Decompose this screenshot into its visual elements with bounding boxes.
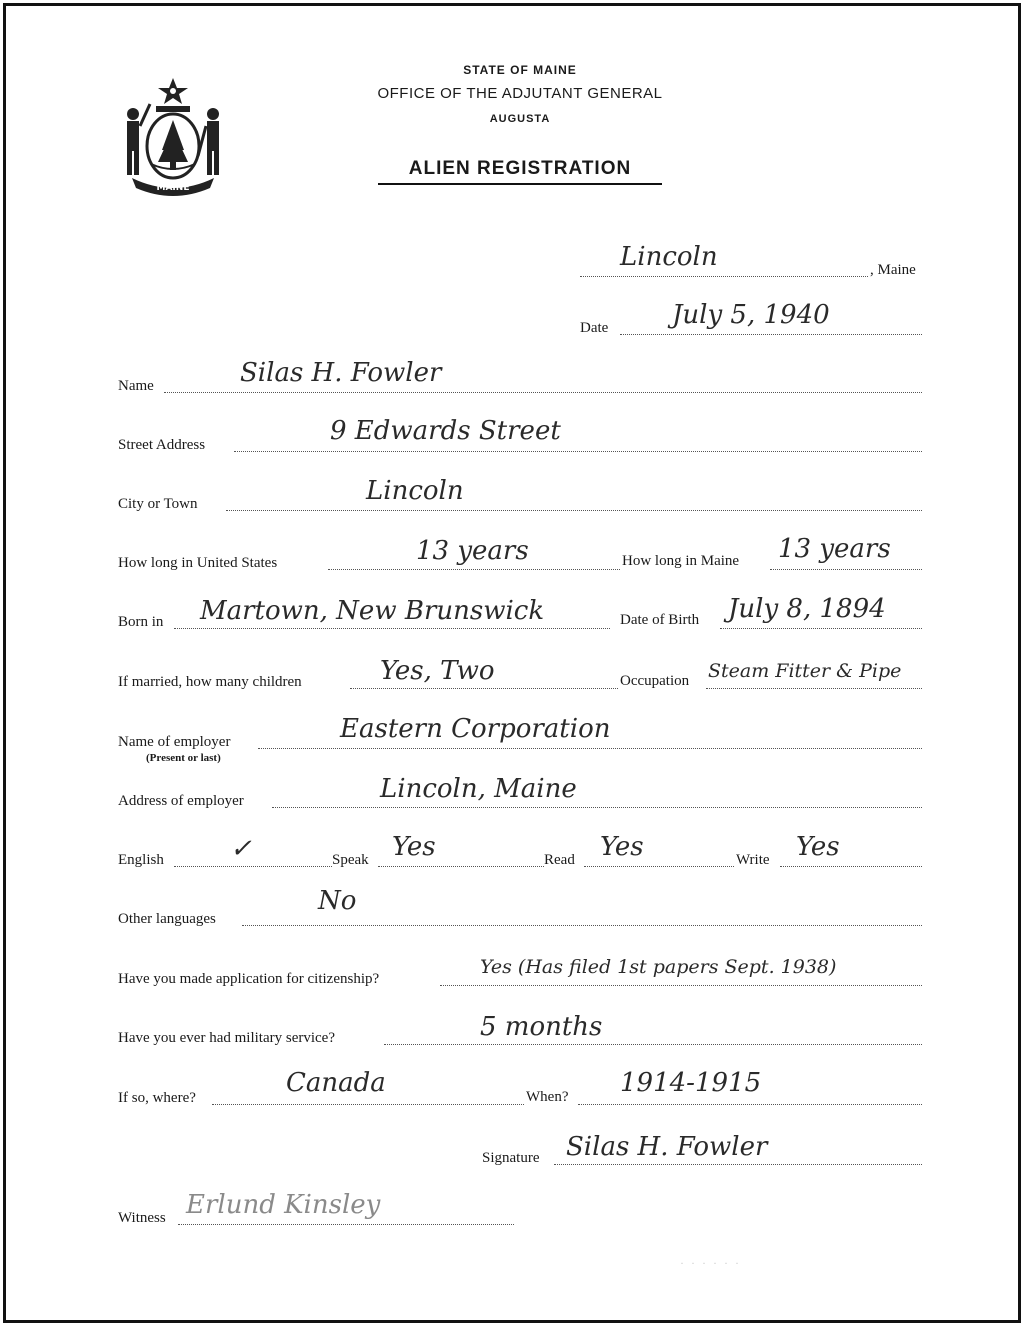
date-value: July 5, 1940 <box>672 300 830 330</box>
how-long-us-line <box>328 569 620 570</box>
speak-value: Yes <box>392 832 436 862</box>
employer-label: Name of employer <box>118 734 231 750</box>
english-value: ✓ <box>230 834 252 864</box>
form-title: ALIEN REGISTRATION <box>408 158 632 179</box>
born-in-label: Born in <box>118 614 164 630</box>
office-heading: OFFICE OF THE ADJUTANT GENERAL <box>377 85 663 102</box>
place-line <box>580 276 868 277</box>
city-value: Lincoln <box>366 476 464 506</box>
read-line <box>584 866 734 867</box>
other-languages-line <box>242 925 922 926</box>
witness-label: Witness <box>118 1210 166 1226</box>
place-value: Lincoln <box>620 242 718 272</box>
read-label: Read <box>544 852 575 868</box>
name-value: Silas H. Fowler <box>240 358 442 388</box>
when-label: When? <box>526 1089 569 1105</box>
street-label: Street Address <box>118 437 206 453</box>
employer-value: Eastern Corporation <box>340 714 611 744</box>
read-value: Yes <box>600 832 644 862</box>
how-long-us-label: How long in United States <box>118 555 278 571</box>
dob-value: July 8, 1894 <box>728 594 886 624</box>
when-value: 1914-1915 <box>620 1068 762 1098</box>
name-label: Name <box>118 378 154 394</box>
born-in-value: Martown, New Brunswick <box>200 596 545 626</box>
place-suffix: , Maine <box>870 262 916 278</box>
witness-line <box>178 1224 514 1225</box>
state-heading: STATE OF MAINE <box>463 63 577 77</box>
write-line <box>780 866 922 867</box>
married-label: If married, how many children <box>118 674 302 690</box>
dob-line <box>720 628 922 629</box>
english-line <box>174 866 332 867</box>
citizenship-value: Yes (Has filed 1st papers Sept. 1938) <box>480 956 837 978</box>
dob-label: Date of Birth <box>620 612 700 628</box>
military-line <box>384 1044 922 1045</box>
how-long-maine-label: How long in Maine <box>622 553 740 569</box>
signature-value: Silas H. Fowler <box>566 1132 768 1162</box>
city-heading: AUGUSTA <box>489 113 551 125</box>
street-line <box>234 451 922 452</box>
employer-sublabel: (Present or last) <box>146 752 221 764</box>
speak-line <box>378 866 544 867</box>
where-value: Canada <box>286 1068 386 1098</box>
write-value: Yes <box>796 832 840 862</box>
how-long-us-value: 13 years <box>416 536 529 566</box>
occupation-value: Steam Fitter & Pipe <box>708 660 902 682</box>
write-label: Write <box>736 852 770 868</box>
state-seal-icon <box>118 74 228 198</box>
occupation-line <box>706 688 922 689</box>
military-label: Have you ever had military service? <box>118 1030 335 1046</box>
date-label: Date <box>580 320 609 336</box>
married-line <box>350 688 618 689</box>
seal-banner-text: MAINE <box>156 183 190 193</box>
other-languages-label: Other languages <box>118 911 216 927</box>
citizenship-line <box>440 985 922 986</box>
military-value: 5 months <box>480 1012 603 1042</box>
title-underline <box>378 183 662 185</box>
witness-value: Erlund Kinsley <box>186 1190 381 1220</box>
signature-line <box>554 1164 922 1165</box>
employer-line <box>258 748 922 749</box>
how-long-maine-line <box>770 569 922 570</box>
date-line <box>620 334 922 335</box>
city-line <box>226 510 922 511</box>
employer-address-value: Lincoln, Maine <box>380 774 577 804</box>
where-line <box>212 1104 524 1105</box>
married-value: Yes, Two <box>380 656 495 686</box>
signature-label: Signature <box>482 1150 540 1166</box>
how-long-maine-value: 13 years <box>778 534 891 564</box>
faint-stamp: · · · · · · <box>680 1256 741 1270</box>
english-label: English <box>118 852 164 868</box>
street-value: 9 Edwards Street <box>330 416 561 446</box>
city-label: City or Town <box>118 496 198 512</box>
speak-label: Speak <box>332 852 369 868</box>
name-line <box>164 392 922 393</box>
occupation-label: Occupation <box>620 673 690 689</box>
born-in-line <box>174 628 610 629</box>
where-label: If so, where? <box>118 1090 196 1106</box>
other-languages-value: No <box>318 886 357 916</box>
employer-address-line <box>272 807 922 808</box>
citizenship-label: Have you made application for citizenship? <box>118 971 380 987</box>
when-line <box>578 1104 922 1105</box>
employer-address-label: Address of employer <box>118 793 244 809</box>
